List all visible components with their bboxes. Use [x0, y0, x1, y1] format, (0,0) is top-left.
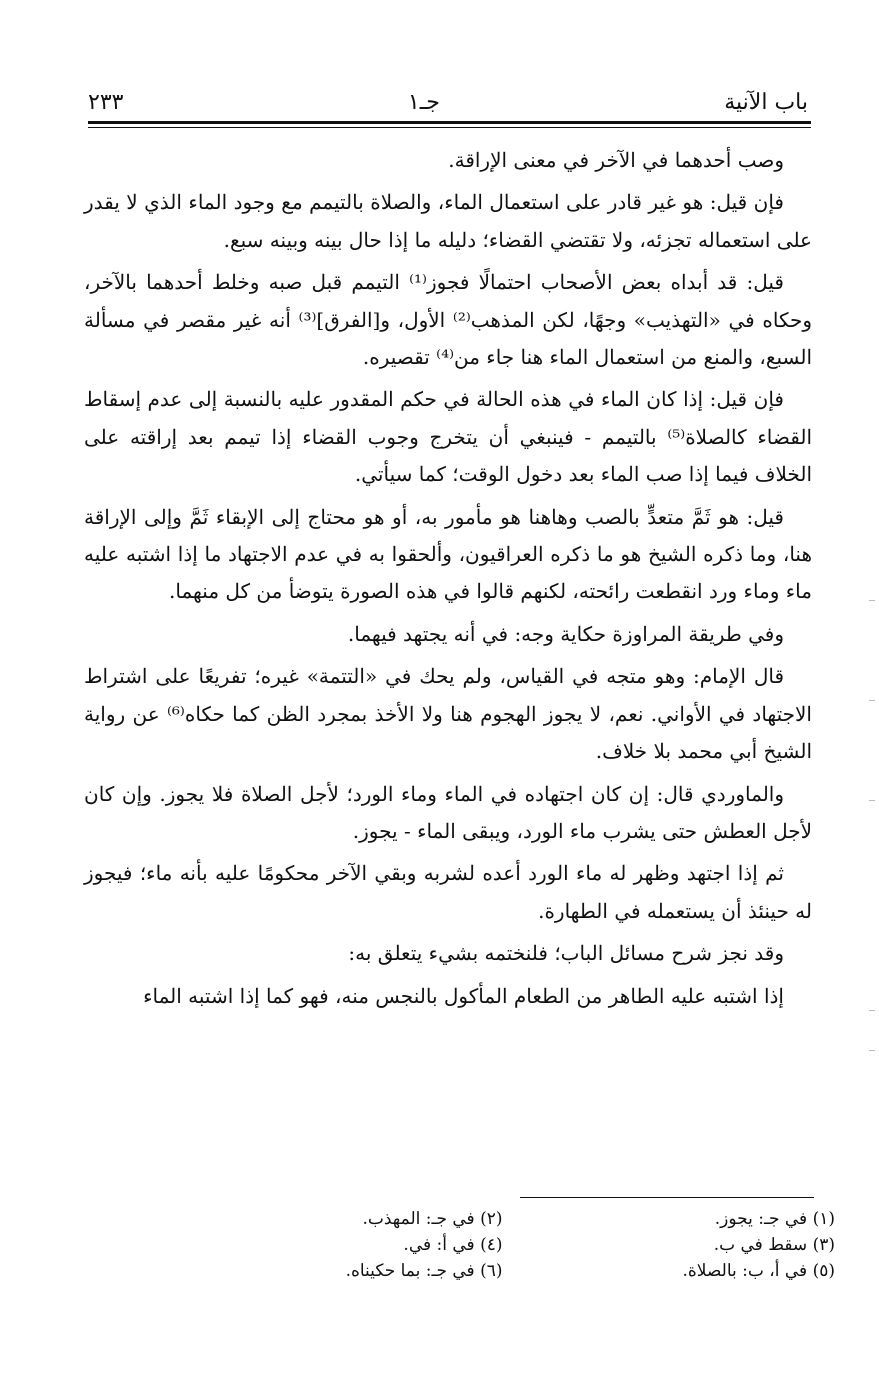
- header-rule-thick: [88, 121, 811, 124]
- page-number: ٢٣٣: [88, 90, 124, 115]
- volume-label: جـ١: [407, 90, 440, 115]
- paragraph: قيل: قد أبداه بعض الأصحاب احتمالًا فجوز⁽¹⁾ التيمم قبل صبه وخلط أحدهما بالآخر، وحكاه في «التهذيب» وجهًا، لكن المذهب⁽²⁾ الأول، و[الفرق]⁽³⁾ أنه غير مقصر في مسألة السبع، والمنع من استعمال الماء هنا جاء من⁽⁴⁾ تقصيره.: [84, 270, 813, 370]
- paragraph: قال الإمام: وهو متجه في القياس، ولم يحك في «التتمة» غيره؛ تفريعًا على اشتراط الاجتهاد في الأواني. نعم، لا يجوز الهجوم هنا ولا الأخذ بمجرد الظن كما حكاه⁽⁶⁾ عن رواية الشيخ أبي محمد بلا خلاف.: [84, 664, 812, 764]
- footnote-6: (٦) في جـ: بما حكيناه.: [345, 1261, 503, 1281]
- paragraph: ثم إذا اجتهد وظهر له ماء الورد أعده لشربه وبقي الآخر محكومًا عليه بأنه ماء؛ فيجوز له حينئذ أن يستعمله في الطهارة.: [84, 861, 812, 923]
- footnote-1: (١) في جـ: يجوز.: [714, 1209, 835, 1229]
- scan-edge-mark: [869, 1010, 875, 1011]
- scan-edge-mark: [869, 700, 875, 701]
- footnote-3: (٣) سقط في ب.: [713, 1235, 835, 1255]
- scan-edge-mark: [869, 800, 875, 801]
- paragraph: وفي طريقة المراوزة حكاية وجه: في أنه يجتهد فيهما.: [347, 621, 784, 646]
- paragraph: والماوردي قال: إن كان اجتهاده في الماء وماء الورد؛ لأجل الصلاة فلا يجوز. وإن كان لأجل العطش حتى يشرب ماء الورد، ويبقى الماء - يجوز.: [84, 781, 812, 843]
- header-rule-thin: [88, 127, 811, 128]
- paragraph: فإن قيل: إذا كان الماء في هذه الحالة في حكم المقدور عليه بالنسبة إلى عدم إسقاط القضاء كالصلاة⁽⁵⁾ بالتيمم - فينبغي أن يتخرج وجوب القضاء إذا تيمم بعد إراقته على الخلاف فيما إذا صب الماء بعد دخول الوقت؛ كما سيأتي.: [84, 387, 813, 487]
- paragraph: فإن قيل: هو غير قادر على استعمال الماء، والصلاة بالتيمم مع وجود الماء الذي لا يقدر على استعماله تجزئه، ولا تقتضي القضاء؛ دليله ما إذا حال بينه وبينه سبع.: [84, 190, 812, 252]
- paragraph: قيل: هو ثَمَّ متعدٍّ بالصب وهاهنا هو مأمور به، أو هو محتاج إلى الإبقاء ثَمَّ وإلى الإراقة هنا، وما ذكره الشيخ هو ما ذكره العراقيون، وألحقوا به في عدم الاجتهاد ما إذا اشتبه عليه ماء وماء ورد انقطعت رائحته، لكنهم قالوا في هذه الصورة يتوضأ من كل منهما.: [84, 504, 812, 604]
- page-header: [88, 74, 808, 114]
- footnotes: [200, 1208, 835, 1282]
- chapter-title: باب الآنية: [724, 90, 808, 115]
- footnote-5: (٥) في أ، ب: بالصلاة.: [682, 1261, 835, 1281]
- footnote-2: (٢) في جـ: المهذب.: [362, 1209, 503, 1229]
- scan-edge-mark: [869, 600, 875, 601]
- paragraph: وقد نجز شرح مسائل الباب؛ فلنختمه بشيء يتعلق به:: [348, 941, 784, 966]
- paragraph: إذا اشتبه عليه الطاهر من الطعام المأكول بالنجس منه، فهو كما إذا اشتبه الماء: [143, 983, 784, 1008]
- footnote-4: (٤) في أ: في.: [403, 1235, 503, 1255]
- footnote-separator: [520, 1197, 814, 1198]
- paragraph: وصب أحدهما في الآخر في معنى الإراقة.: [448, 148, 784, 172]
- body-text: [84, 142, 812, 1020]
- scan-edge-mark: [869, 1050, 875, 1051]
